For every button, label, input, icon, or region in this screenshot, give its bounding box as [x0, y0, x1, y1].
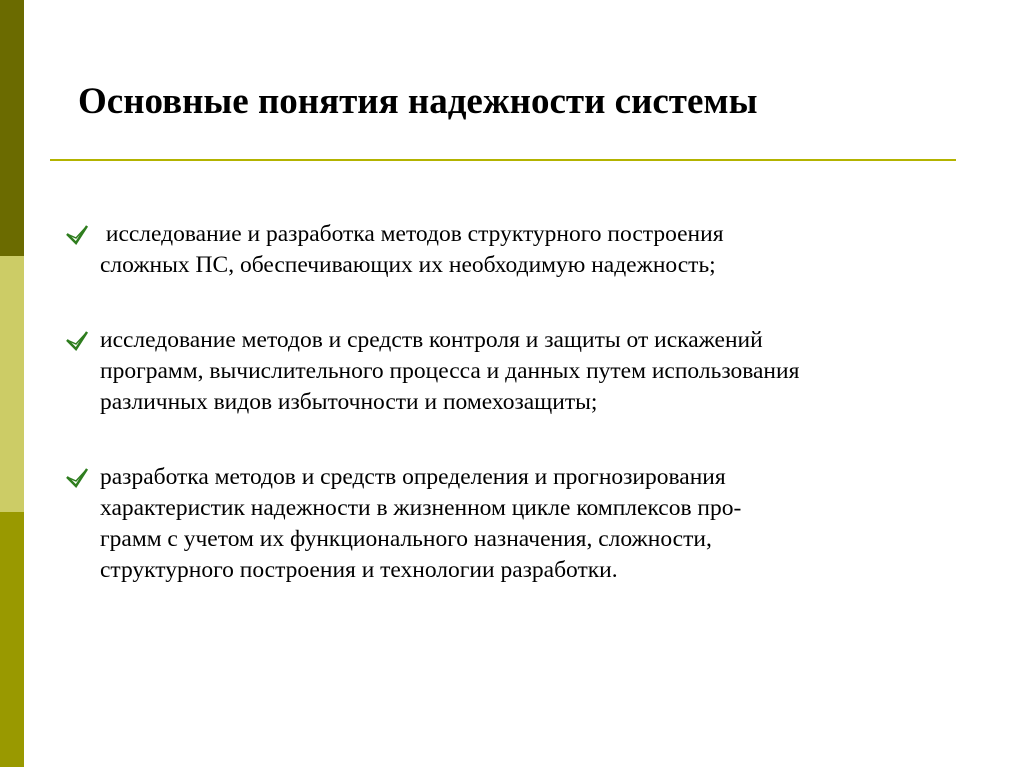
- decorative-bar-middle: [0, 256, 24, 512]
- bullet-line: грамм с учетом их функционального назначения, сложности,: [100, 526, 712, 552]
- bullet-line: программ, вычислительного процесса и данных путем использования: [100, 358, 800, 384]
- bullet-line: различных видов избыточности и помехозащиты;: [100, 389, 598, 415]
- arrow-check-icon: [64, 464, 90, 490]
- bullet-line: исследование методов и средств контроля и защиты от искажений: [100, 327, 763, 353]
- title-divider: [50, 159, 956, 161]
- bullet-line: исследование и разработка методов структурного построения: [100, 221, 724, 247]
- bullet-text: [100, 462, 741, 586]
- arrow-check-icon: [64, 327, 90, 353]
- decorative-bar-bottom: [0, 512, 24, 767]
- arrow-check-icon: [64, 221, 90, 247]
- slide-title: Основные понятия надежности системы: [78, 81, 758, 122]
- bullet-line: разработка методов и средств определения и прогнозирования: [100, 464, 726, 490]
- bullet-line: структурного построения и технологии разработки.: [100, 557, 618, 583]
- bullet-text: [100, 325, 799, 418]
- decorative-bar-top: [0, 0, 24, 256]
- bullet-line: характеристик надежности в жизненном цикле комплексов про-: [100, 495, 742, 521]
- bullet-text: [100, 219, 724, 281]
- bullet-line: сложных ПС, обеспечивающих их необходимую надежность;: [100, 252, 716, 278]
